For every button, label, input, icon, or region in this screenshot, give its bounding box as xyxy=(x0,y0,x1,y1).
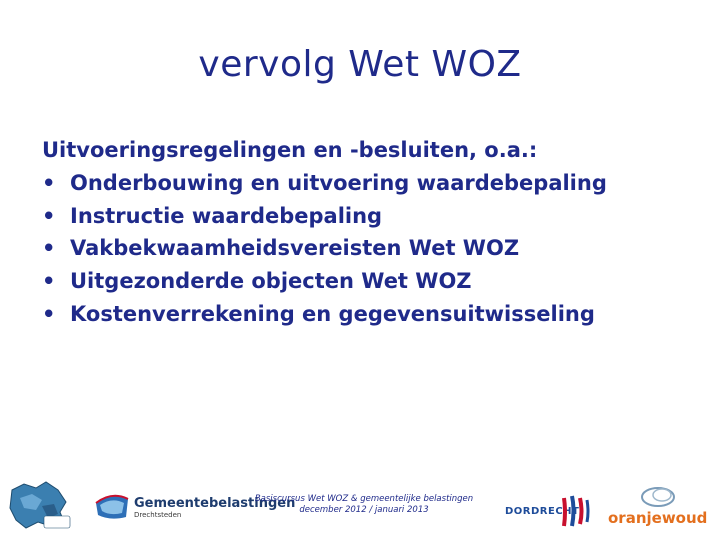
footer-line-2: december 2012 / januari 2013 xyxy=(299,505,429,516)
list-item xyxy=(42,200,692,233)
gemeentebelastingen-emblem xyxy=(92,487,132,523)
list-item-text: Instructie waardebepaling xyxy=(70,203,383,228)
list-item-text: Onderbouwing en uitvoering waardebepaling xyxy=(70,170,607,195)
oranjewoud-emblem xyxy=(638,484,678,510)
gemeentebelastingen-sub: Drechtsteden xyxy=(134,511,182,519)
list-item-text: Uitgezonderde objecten Wet WOZ xyxy=(70,269,472,293)
oranjewoud-name: oranjewoud xyxy=(608,509,708,527)
intro-text: Uitvoeringsregelingen en -besluiten, o.a.: xyxy=(42,138,538,162)
footer-course-info xyxy=(248,494,480,517)
bullet-marker: • xyxy=(42,301,56,326)
dordrecht-emblem xyxy=(562,494,590,528)
regional-map-logo xyxy=(6,476,74,532)
dordrecht-wordmark: DORDRECHT xyxy=(505,506,580,517)
list-item-text: Vakbekwaamheidsvereisten Wet WOZ xyxy=(70,236,520,261)
slide-title: vervolg Wet WOZ xyxy=(198,44,522,85)
bullet-list xyxy=(42,167,692,331)
list-item xyxy=(42,265,692,298)
oranjewoud-wordmark xyxy=(608,508,708,527)
list-item-text: Kostenverrekening en gegevensuitwisseling xyxy=(70,301,595,326)
map-icon xyxy=(6,476,74,532)
flag-stripes-icon xyxy=(562,494,590,528)
slide-content xyxy=(42,134,692,331)
list-item xyxy=(42,232,692,265)
gemeentebelastingen-icon xyxy=(92,487,132,523)
list-item xyxy=(42,298,692,331)
gemeentebelastingen-name: Gemeentebelastingen xyxy=(134,496,296,511)
swirl-icon xyxy=(638,484,678,510)
bullet-marker: • xyxy=(42,269,56,293)
bullet-marker: • xyxy=(42,203,56,228)
bullet-marker: • xyxy=(42,236,56,261)
footer-line-1: Basiscursus Wet WOZ & gemeentelijke belastingen xyxy=(254,494,474,504)
list-item xyxy=(42,167,692,200)
bullet-marker: • xyxy=(42,170,56,195)
